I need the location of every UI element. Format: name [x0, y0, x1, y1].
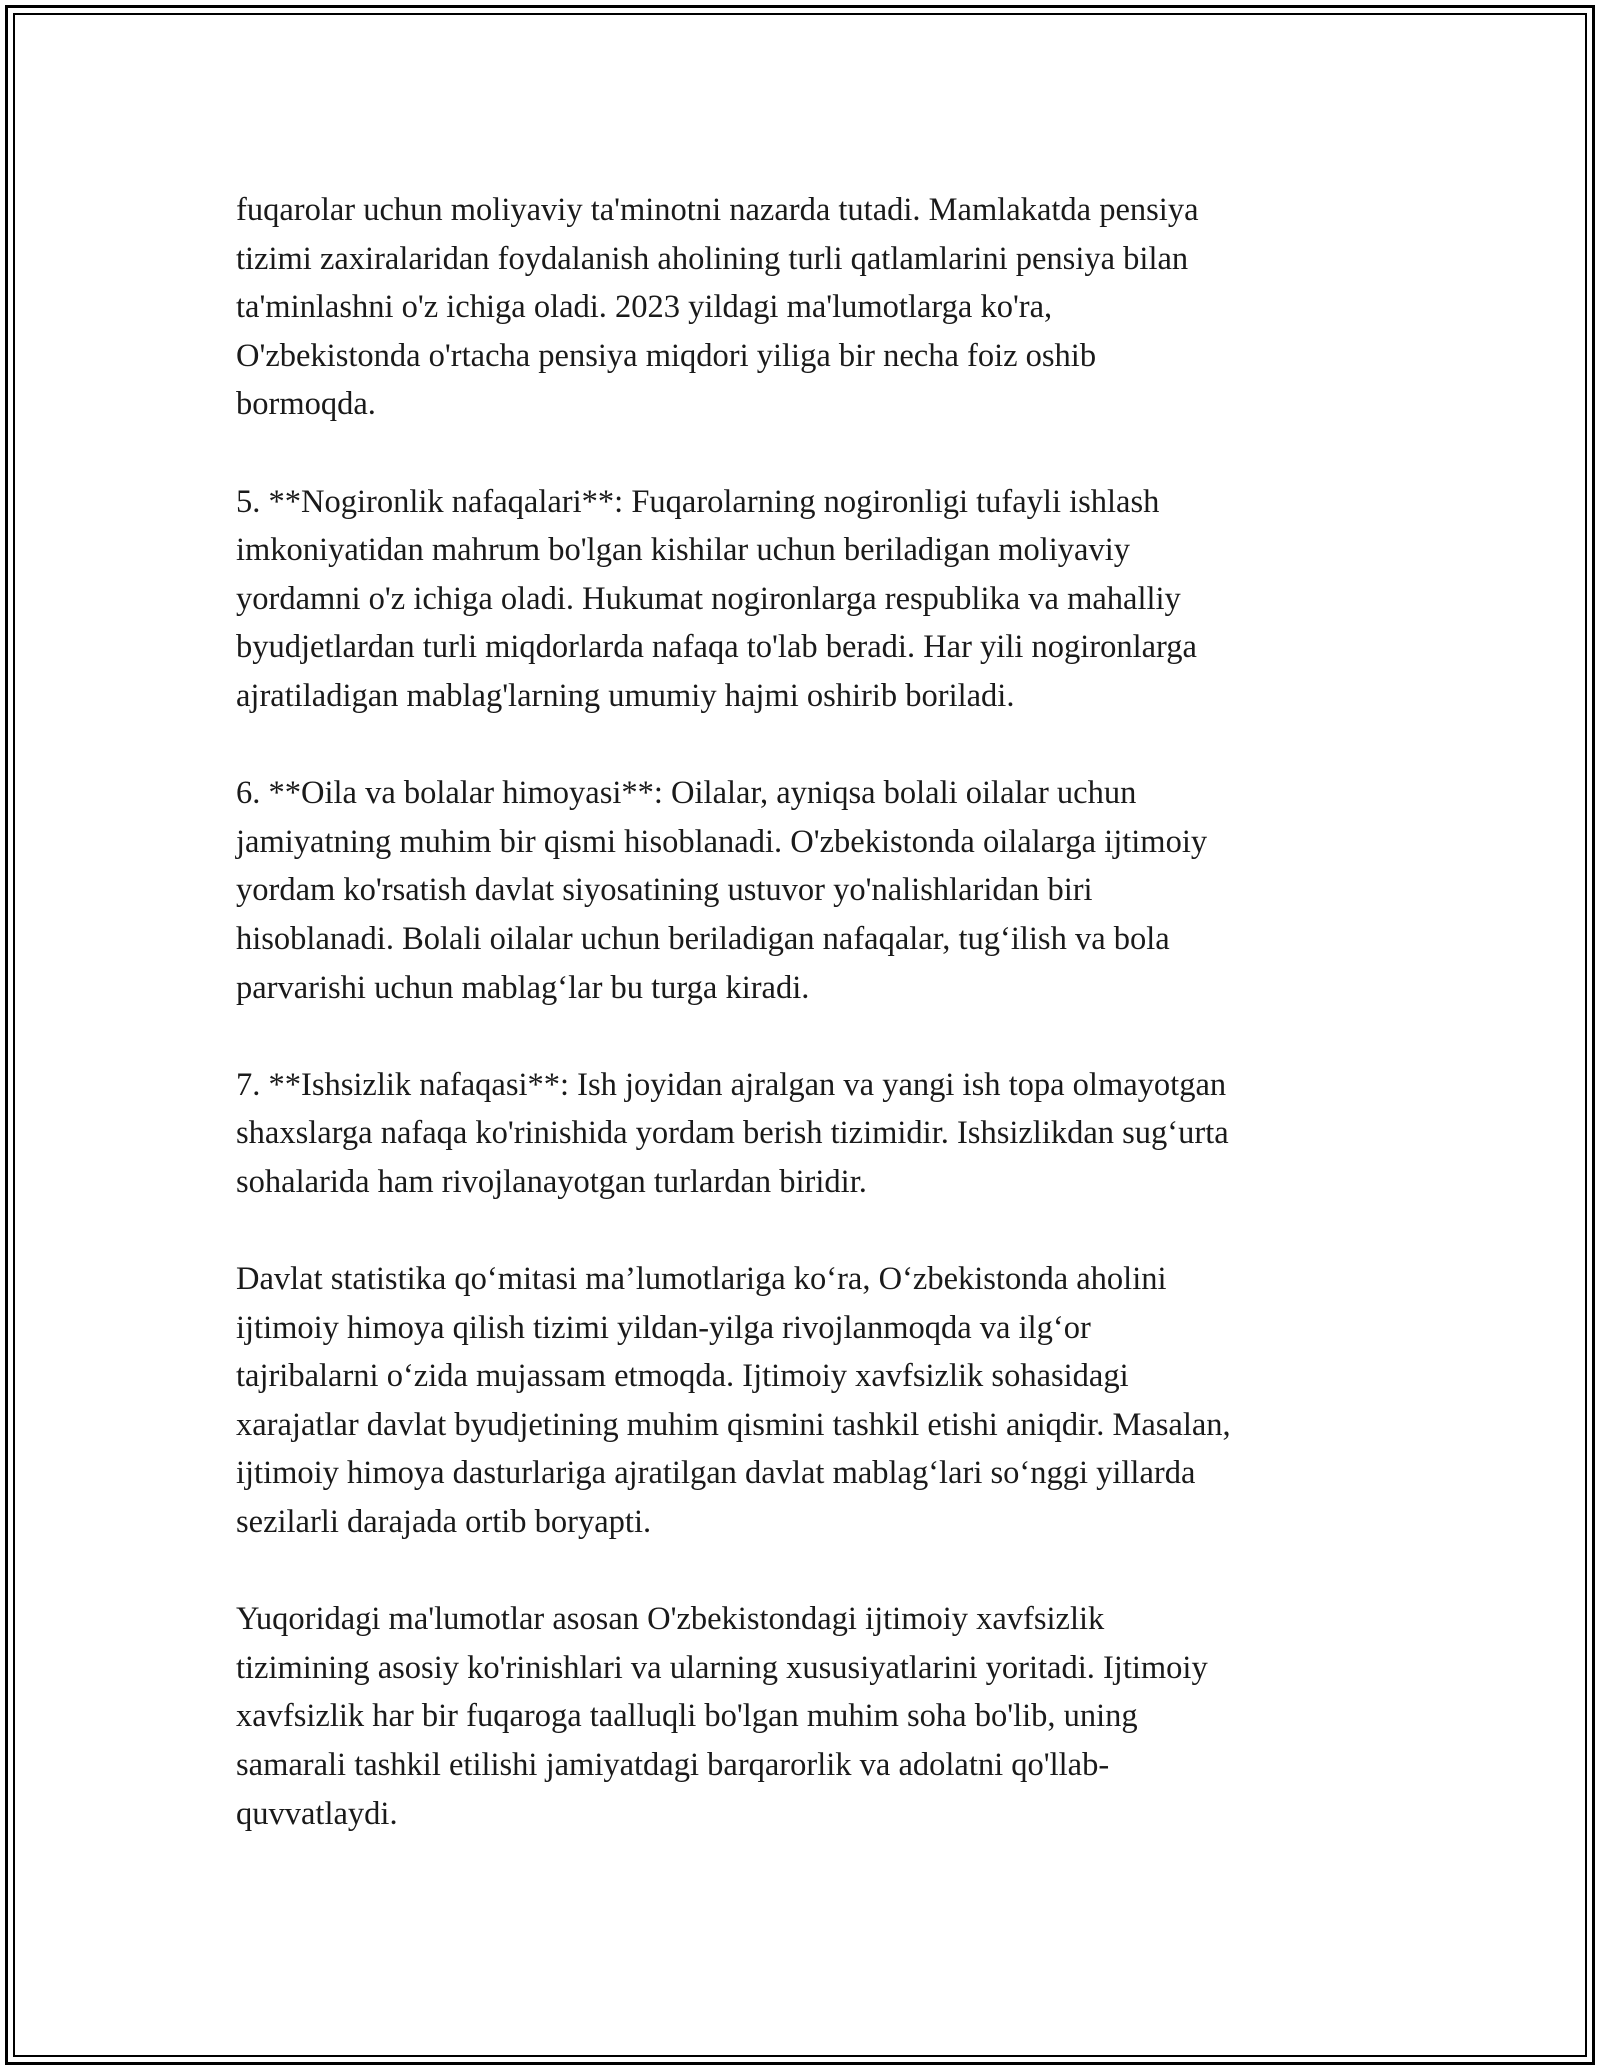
paragraph-pension-continuation: fuqarolar uchun moliyaviy ta'minotni nazarda tutadi. Mamlakatda pensiya tizimi zaxiralaridan foydalanish aholining turli qatlamlarini pensiya bilan ta'minlashni o'z ichiga oladi. 2023 yildagi ma'lumotlarga ko'ra, O'zbekistonda o'rtacha pensiya miqdori yiliga bir necha foiz oshib bormoqda.	[236, 192, 1199, 423]
paragraph-family-child-protection: 6. **Oila va bolalar himoyasi**: Oilalar, ayniqsa bolali oilalar uchun jamiyatning muhim bir qismi hisoblanadi. O'zbekistonda oilalarga ijtimoiy yordam ko'rsatish davlat siyosatining ustuvor yo'nalishlaridan biri hisoblanadi. Bolali oilalar uchun beriladigan nafaqalar, tug‘ilish va bola parvarishi uchun mablag‘lar bu turga kiradi.	[236, 775, 1208, 1006]
document-body	[236, 186, 1376, 1887]
paragraph-conclusion: Yuqoridagi ma'lumotlar asosan O'zbekistondagi ijtimoiy xavfsizlik tizimining asosiy ko'rinishlari va ularning xususiyatlarini yoritadi. Ijtimoiy xavfsizlik har bir fuqaroga taalluqli bo'lgan muhim soha bo'lib, uning samarali tashkil etilishi jamiyatdagi barqarorlik va adolatni qo'llab- quvvatlaydi.	[236, 1601, 1208, 1832]
paragraph-unemployment-benefit: 7. **Ishsizlik nafaqasi**: Ish joyidan ajralgan va yangi ish topa olmayotgan shaxslarga nafaqa ko'rinishida yordam berish tizimidir. Ishsizlikdan sug‘urta sohalarida ham rivojlanayotgan turlardan biridir.	[236, 1066, 1229, 1200]
paragraph-disability-benefits: 5. **Nogironlik nafaqalari**: Fuqarolarning nogironligi tufayli ishlash imkoniyatidan mahrum bo'lgan kishilar uchun beriladigan moliyaviy yordamni o'z ichiga oladi. Hukumat nogironlarga respublika va mahalliy byudjetlardan turli miqdorlarda nafaqa to'lab beradi. Har yili nogironlarga ajratiladigan mablag'larning umumiy hajmi oshirib boriladi.	[236, 483, 1197, 714]
paragraph-statistics-committee: Davlat statistika qo‘mitasi ma’lumotlariga ko‘ra, O‘zbekistonda aholini ijtimoiy himoya qilish tizimi yildan-yilga rivojlanmoqda va ilg‘or tajribalarni o‘zida mujassam etmoqda. Ijtimoiy xavfsizlik sohasidagi xarajatlar davlat byudjetining muhim qismini tashkil etishi aniqdir. Masalan, ijtimoiy himoya dasturlariga ajratilgan davlat mablag‘lari so‘nggi yillarda sezilarli darajada ortib boryapti.	[236, 1261, 1231, 1541]
